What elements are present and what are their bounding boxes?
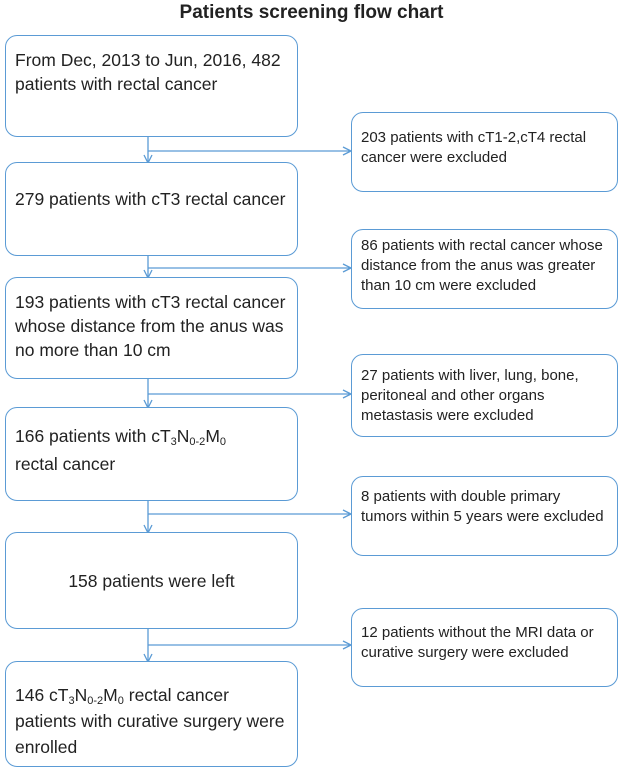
exclusion-text: 86 patients with rectal cancer whose distance from the anus was greater than 10 cm were excluded: [361, 237, 603, 294]
exclusion-text: 203 patients with cT1-2,cT4 rectal cancer were excluded: [361, 129, 587, 166]
exclusion-box-metastasis: [351, 354, 618, 437]
step-text: 166 patients with $cT_3N_{0-2}M_0$ rectal cancer: [15, 426, 227, 474]
exclusion-box-distance: [351, 229, 618, 309]
step-box-initial-cohort: [5, 35, 298, 137]
exclusion-box-double-primary: [351, 476, 618, 556]
step-box-ct3: [5, 162, 298, 256]
exclusion-text: 12 patients without the MRI data or curative surgery were excluded: [361, 624, 594, 661]
exclusion-box-stage: [351, 112, 618, 192]
exclusion-text: 27 patients with liver, lung, bone, peritoneal and other organs metastasis were excluded: [361, 367, 579, 424]
step-text: 158 patients were left: [68, 570, 235, 591]
chart-title: Patients screening flow chart: [179, 2, 444, 23]
step-text: 279 patients with cT3 rectal cancer: [15, 189, 286, 209]
step-box-enrolled: [5, 661, 298, 767]
exclusion-text: 8 patients with double primary tumors within 5 years were excluded: [361, 488, 604, 525]
step-box-staging: [5, 407, 298, 501]
step-box-remaining: [5, 532, 298, 629]
step-text: From Dec, 2013 to Jun, 2016, 482 patients with rectal cancer: [15, 50, 281, 94]
step-box-distance: [5, 277, 298, 379]
exclusion-box-missing-data: [351, 608, 618, 687]
step-text: 193 patients with cT3 rectal cancer whose distance from the anus was no more than 10 cm: [15, 292, 286, 360]
step-text: 146 $cT_3N_{0-2}M_0$ rectal cancer patients with curative surgery were enrolled: [15, 685, 285, 757]
